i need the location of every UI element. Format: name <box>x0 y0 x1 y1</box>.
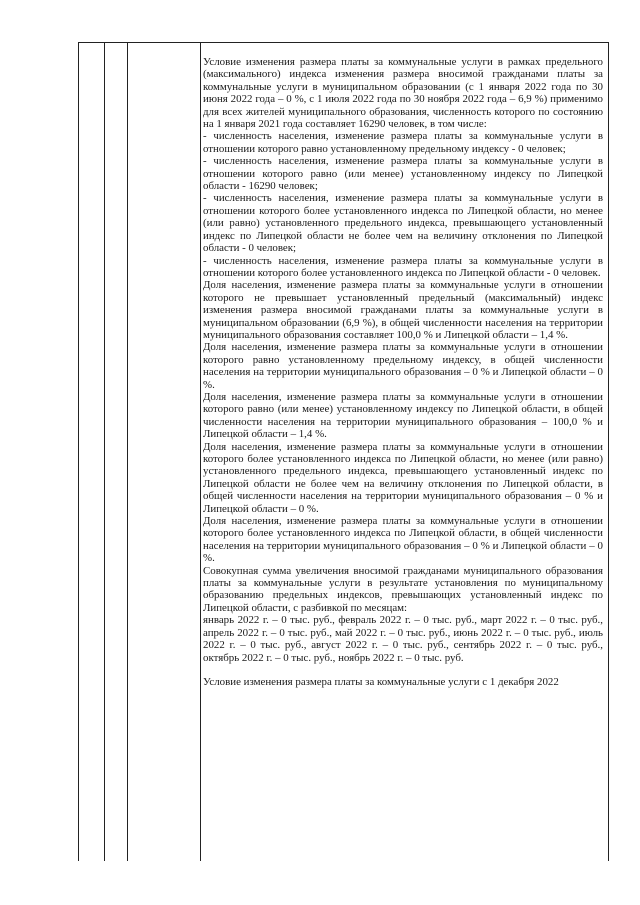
paragraph: Доля населения, изменение размера платы за коммунальные услуги в отношении которого равно (или менее) установленному индексу по Липецкой области, в общей численности населения на территории муниципального образования – 100,0 % и Липецкой области – 1,4 %. <box>203 390 603 441</box>
paragraph: Доля населения, изменение размера платы за коммунальные услуги в отношении которого более установленного индекса по Липецкой области, в общей численности населения на территории муниципального образования – 0 % и Липецкой области – 0 %. <box>203 515 603 565</box>
paragraph: Условие изменения размера платы за коммунальные услуги в рамках предельного (максимального) индекса изменения размера вносимой гражданами платы за коммунальные услуги в муниципальном образовании (с 1 января 2022 года по 30 июня 2022 года – 0 %, с 1 июля 2022 года по 30 ноября 2022 года – 6,9 %) применимо для всех жителей муниципального образования, численность которого по состоянию на 1 января 2021 года составляет 16290 человек, в том числе: <box>203 56 603 131</box>
paragraph: Совокупная сумма увеличения вносимой гражданами муниципального образования платы за коммунальные услуги в результате установления по муниципальному образованию предельных индексов, превышающих установленный индекс по Липецкой области, с разбивкой по месяцам: <box>203 564 603 614</box>
column-divider <box>127 43 128 861</box>
table-cell-empty-1 <box>79 43 104 861</box>
table-cell-empty-3 <box>128 43 200 861</box>
paragraph: - численность населения, изменение размера платы за коммунальные услуги в отношении которого равно (или менее) установленному индексу по Липецкой области - 16290 человек; <box>203 155 603 193</box>
column-divider <box>104 43 105 861</box>
paragraph: - численность населения, изменение размера платы за коммунальные услуги в отношении которого равно установленному предельному индексу - 0 человек; <box>203 130 603 155</box>
paragraph: Доля населения, изменение размера платы за коммунальные услуги в отношении которого не превышает установленный предельный (максимальный) индекс изменения размера вносимой гражданами платы за коммунальные услуги в муниципальном образовании (6,9 %), в общей численности населения на территории муниципального образования составляет 100,0 % и Липецкой области – 1,4 %. <box>203 279 603 341</box>
table-cell-empty-2 <box>105 43 127 861</box>
column-divider <box>200 43 201 861</box>
paragraph: Условие изменения размера платы за коммунальные услуги с 1 декабря 2022 <box>203 675 559 688</box>
blank-line <box>203 664 603 676</box>
paragraph: Доля населения, изменение размера платы за коммунальные услуги в отношении которого равно установленному предельному индексу, в общей численности населения на территории муниципального образования – 0 % и Липецкой области – 0 %. <box>203 341 603 391</box>
paragraph: январь 2022 г. – 0 тыс. руб., февраль 2022 г. – 0 тыс. руб., март 2022 г. – 0 тыс. руб., апрель 2022 г. – 0 тыс. руб., май 2022 г. – 0 тыс. руб., июнь 2022 г. – 0 тыс. руб., июль 2022 г. – 0 тыс. руб., август 2022 г. – 0 тыс. руб., сентябрь 2022 г. – 0 тыс. руб., октябрь 2022 г. – 0 тыс. руб., ноябрь 2022 г. – 0 тыс. руб. <box>203 614 603 664</box>
paragraph: - численность населения, изменение размера платы за коммунальные услуги в отношении которого более установленного индекса по Липецкой области - 0 человек. <box>203 254 603 279</box>
paragraph: - численность населения, изменение размера платы за коммунальные услуги в отношении которого более установленного индекса по Липецкой области, но менее (или равно) установленного предельного индекса, превышающего установленный индекс по Липецкой области не более чем на величину отклонения по Липецкой области - 0 человек; <box>203 192 603 255</box>
table-cell-text <box>203 56 603 688</box>
paragraph: Доля населения, изменение размера платы за коммунальные услуги в отношении которого более установленного индекса по Липецкой области, но менее (или равно) установленного предельного индекса, превышающего установленный индекс по Липецкой области не более чем на величину отклонения по Липецкой области, в общей численности населения на территории муниципального образования – 0 % и Липецкой области – 0 %. <box>203 440 603 515</box>
